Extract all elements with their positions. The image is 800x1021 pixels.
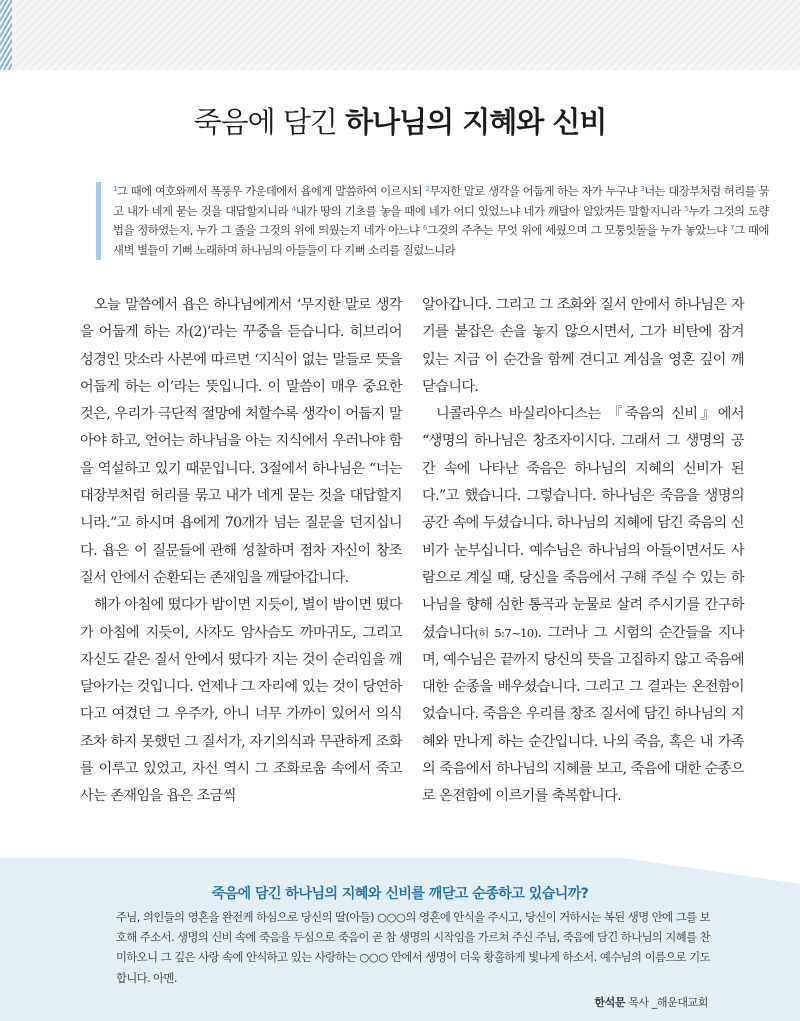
paragraph: 해가 아침에 떴다가 밤이면 지듯이, 별이 밤이면 떴다가 아침에 지듯이, 사자도 암사슴도 까마귀도, 그리고 자신도 같은 질서 안에서 떴다가 지는 것이 순리임을 깨달아가는 것입니다. 언제나 그 자리에 있는 것이 당연하다고 여겼던 그 우주가, 아니 너무 가까이 있어서 의식조차 하지 못했던 그 질서가, 자기의식과 무관하게 조화를 이루고 있었고, 자신 역시 그 조화로움 속에서 죽고 사는 존재임을 욥은 조금씩 [80,597,402,805]
verse-number: 5 [684,204,689,213]
verse-text: 그 때에 여호와께서 폭풍우 가운데에서 욥에게 말씀하여 이르시되 [117,185,426,198]
article-body [80,292,744,811]
verse-number: 1 [113,185,118,193]
title-bold: 하나님의 지혜와 신비 [345,105,607,139]
author-church: _해운대교회 [648,996,708,1009]
verse-text: 너는 대장부처럼 허리를 묶고 내가 네게 묻는 것을 대답할지니라 [113,185,769,218]
verse-text: 그것의 주추는 무엇 위에 세웠으며 그 모퉁잇돌을 누가 놓았느냐 [426,224,731,237]
page-title [0,100,800,141]
paragraph: 오늘 말씀에서 욥은 하나님에게서 ‘무지한 말로 생각을 어둡게 하는 자(2)’라는 꾸중을 듣습니다. 히브리어 성경인 맛소라 사본에 따르면 ‘지식이 없는 말들로 뜻을 어둡게 하는 이’라는 뜻입니다. 이 말씀이 매우 중요한 것은, 우리가 극단적 절망에 처할수록 생각이 어둡지 말아야 하고, 언어는 하나님을 아는 지식에서 우러나야 함을 역설하고 있기 때문입니다. 3절에서 하나님은 “너는 대장부처럼 허리를 묶고 내가 네게 묻는 것을 대답할지니라.”고 하시며 욥에게 70개가 넘는 질문을 던지십니다. 욥은 이 질문들에 관해 성찰하며 점차 자신이 창조 질서 안에서 순환되는 존재임을 깨달아갑니다. [80,297,402,586]
paragraph [422,401,744,810]
verse-text: 누가 그것의 도량법을 정하였는지, 누가 그 줄을 그것의 위에 띄웠는지 네가 아느냐 [113,204,770,237]
corner-decoration [0,0,12,70]
paragraph-text: 니콜라우스 바실리아디스는 『죽음의 신비』에서 “생명의 하나님은 창조자이시다. 그래서 그 생명의 공간 속에 나타난 죽음은 하나님의 지혜의 신비가 된다.”고 했습니다. 그렇습니다. 하나님은 죽음을 생명의 공간 속에 두셨습니다. 하나님의 지혜에 담긴 죽음의 신비가 눈부십니다. 예수님은 하나님의 아들이면서도 사람으로 계실 때, 당신을 죽음에서 구해 주실 수 있는 하나님을 향해 심한 통곡과 눈물로 살려 주시기를 간구하셨습니다 [422,406,744,641]
title-light: 죽음에 담긴 [193,105,346,139]
verse-number: 3 [640,185,645,193]
verse-number: 6 [422,224,427,232]
paragraph-continued: 알아갑니다. 그리고 그 조화와 질서 안에서 하나님은 자기를 붙잡은 손을 놓지 않으시면서, 그가 비탄에 잠겨 있는 지금 이 순간을 함께 견디고 계심을 영혼 깊이 깨닫습니다. [422,297,744,395]
author-name: 한석문 [594,996,626,1009]
scripture-passage [96,182,769,260]
paragraph-text: . 그러나 그 시험의 순간들을 지나며, 예수님은 끝까지 당신의 뜻을 고집하지 않고 죽음에 대한 순종을 배우셨습니다. 그리고 그 결과는 온전함이었습니다. 죽음은 우리를 창조 질서에 담긴 하나님의 지혜와 만나게 하는 순간입니다. 나의 죽음, 혹은 내 가족의 죽음에서 하나님의 지혜를 보고, 죽음에 대한 순종으로 온전함에 이르기를 축복합니다. [422,624,745,805]
prayer-text: 주님, 의인들의 영혼을 완전케 하심으로 당신의 딸(아들) ○○○의 영혼에 안식을 주시고, 당신이 거하시는 복된 생명 안에 그를 보호해 주소서. 생명의 신비 속에 죽음을 두심으로 죽음이 곧 참 생명의 시작임을 가르쳐 주신 주님, 죽음에 담긴 하나님의 지혜를 찬미하오니 그 깊은 사랑 속에 안식하고 있는 사랑하는 ○○○ 안에서 생명이 더욱 황홀하게 빛나게 하소서. 예수님의 이름으로 기도합니다. 아멘. [116,911,710,985]
verse-number: 4 [291,204,296,213]
prayer-question: 죽음에 담긴 하나님의 지혜와 신비를 깨닫고 순종하고 있습니까? [211,886,589,902]
left-column [80,292,402,811]
verse-text: 그 때에 새벽 별들이 기뻐 노래하며 하나님의 아들들이 다 기뻐 소리를 질렀느니라 [113,224,769,257]
verse-text: 내가 땅의 기초를 놓을 때에 네가 어디 있었느냐 네가 깨달아 알았거든 말할지니라 [295,204,685,218]
right-column [422,292,744,811]
author-signature [594,994,708,1010]
header-band [0,0,800,70]
author-role: 목사 [625,996,649,1009]
bible-reference: (히 5:7~10) [474,625,538,640]
verse-number: 2 [425,185,430,193]
verse-text: 무지한 말로 생각을 어둡게 하는 자가 누구냐 [429,185,641,198]
verse-number: 7 [730,224,735,232]
